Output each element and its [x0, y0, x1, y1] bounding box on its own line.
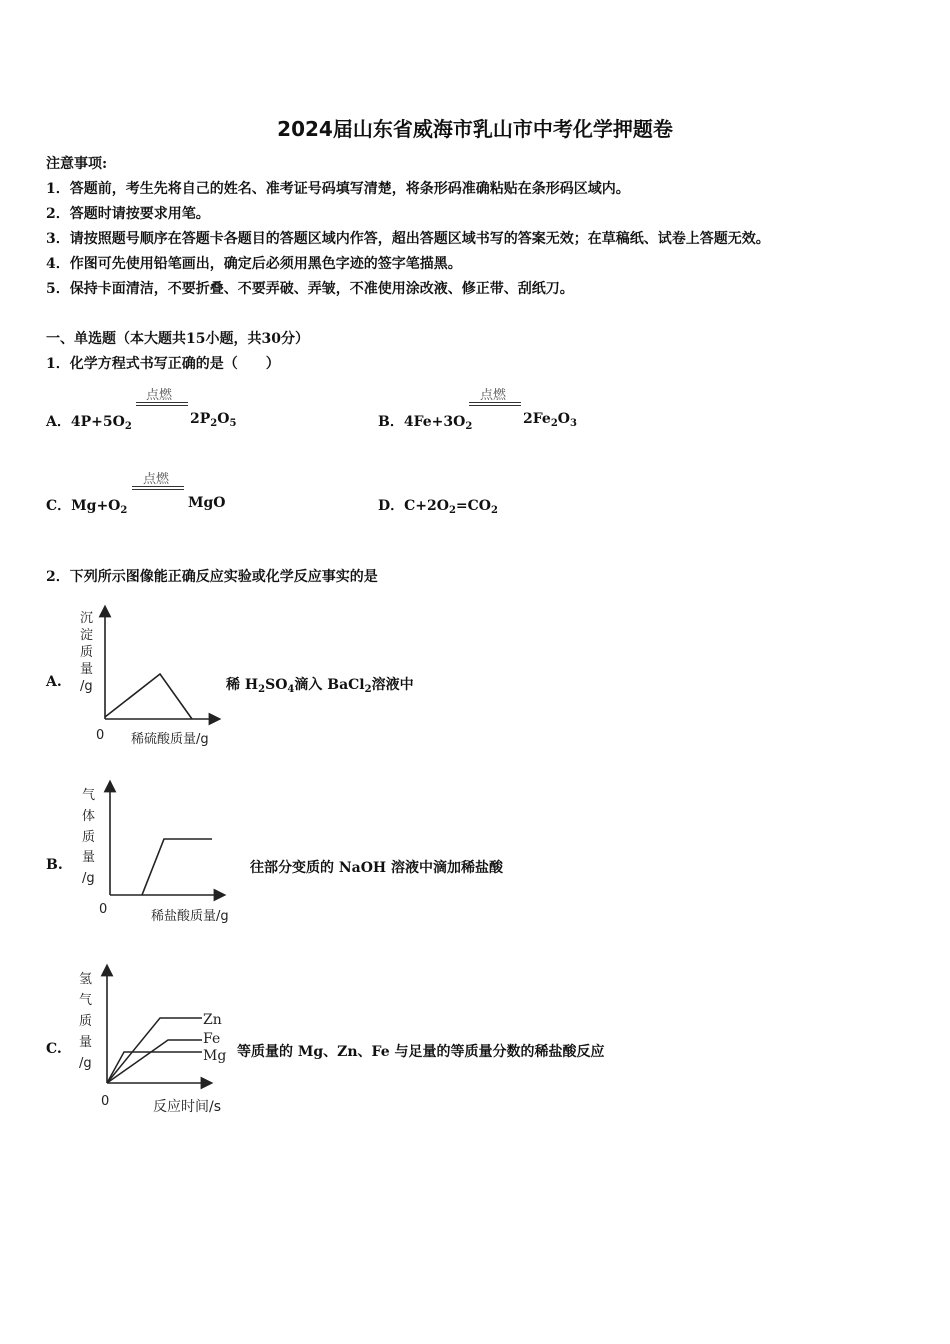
q2-graph-b [72, 778, 247, 928]
q1-b-equal-line-2 [469, 405, 521, 406]
q1-c-equal-line-1 [132, 486, 184, 487]
graph-c-curve-fe [107, 1040, 202, 1083]
q1-c-equal-line-2 [132, 489, 184, 490]
q1-option-b: B．$4Fe+3O_2$ [378, 414, 473, 432]
q1-c-product: MgO [188, 495, 226, 511]
q1-option-c: C．$Mg+O_2$ [46, 498, 128, 516]
notice-item-5: 5．保持卡面清洁，不要折叠、不要弄破、弄皱，不准使用涂改液、修正带、刮纸刀。 [46, 281, 574, 297]
graph-b-ylabel-5: /g [82, 871, 95, 886]
q1-c-condition: 点燃 [143, 472, 170, 487]
q1-a-condition: 点燃 [146, 388, 173, 403]
graph-a-ylabel-2: 淀 [80, 628, 94, 643]
graph-a-ylabel-5: /g [80, 679, 93, 694]
graph-b-origin: 0 [99, 902, 108, 917]
graph-c-ylabel-5: /g [79, 1056, 92, 1071]
q2-option-b-label: B. [46, 857, 63, 873]
q1-a-product: $2P_2O_5$ [190, 411, 237, 429]
q2-graph-c [72, 962, 237, 1117]
q2-option-a-desc: 稀 $H_2SO_4$滴入 BaCl$_2$溶液中 [226, 677, 414, 695]
graph-a-curve [105, 674, 192, 719]
question-2-stem: 2．下列所示图像能正确反应实验或化学反应事实的是 [46, 569, 378, 585]
q2-option-b-desc: 往部分变质的 NaOH 溶液中滴加稀盐酸 [250, 860, 504, 876]
graph-c-curve-mg [107, 1052, 202, 1083]
page-title: 2024届山东省威海市乳山市中考化学押题卷 [277, 117, 673, 141]
q2-option-c-desc: 等质量的 Mg、Zn、Fe 与足量的等质量分数的稀盐酸反应 [237, 1044, 605, 1060]
graph-c-label-zn: Zn [203, 1012, 222, 1028]
graph-b-ylabel-2: 体 [82, 809, 96, 824]
notice-item-1: 1．答题前，考生先将自己的姓名、准考证号码填写清楚，将条形码准确粘贴在条形码区域内。 [46, 181, 630, 197]
q1-a-equal-line-1 [136, 402, 188, 403]
graph-b-xlabel: 稀盐酸质量/g [151, 909, 229, 924]
graph-a-origin: 0 [96, 728, 105, 743]
notice-item-2: 2．答题时请按要求用笔。 [46, 206, 210, 222]
graph-c-ylabel-2: 气 [79, 993, 93, 1008]
graph-b-ylabel-3: 质 [82, 830, 96, 845]
notice-heading: 注意事项: [46, 156, 108, 172]
graph-c-label-mg: Mg [203, 1048, 227, 1064]
q2-graph-a [70, 603, 230, 748]
graph-a-ylabel-4: 量 [80, 662, 94, 677]
graph-a-xlabel: 稀硫酸质量/g [131, 732, 209, 747]
q1-option-d: D．$C+2O_2=CO_2$ [378, 498, 498, 516]
graph-c-label-fe: Fe [203, 1031, 221, 1047]
graph-a-ylabel-1: 沉 [80, 611, 94, 626]
notice-item-4: 4．作图可先使用铅笔画出，确定后必须用黑色字迹的签字笔描黑。 [46, 256, 462, 272]
q2-option-a-label: A. [46, 674, 62, 690]
q2-option-c-label: C. [46, 1041, 62, 1057]
graph-b-ylabel-4: 量 [82, 850, 96, 865]
graph-b-ylabel-1: 气 [82, 788, 96, 803]
q1-a-equal-line-2 [136, 405, 188, 406]
section-heading: 一、单选题（本大题共15小题，共30分） [46, 331, 309, 347]
notice-item-3: 3．请按照题号顺序在答题卡各题目的答题区域内作答，超出答题区域书写的答案无效；在草稿纸、试卷上答题无效。 [46, 231, 770, 247]
graph-c-origin: 0 [101, 1094, 110, 1109]
graph-c-ylabel-4: 量 [79, 1035, 93, 1050]
graph-a-ylabel-3: 质 [80, 645, 94, 660]
graph-b-curve [142, 839, 212, 895]
question-1-stem: 1．化学方程式书写正确的是（ ） [46, 356, 280, 372]
q1-b-product: $2Fe_2O_3$ [523, 411, 577, 429]
q1-b-condition: 点燃 [480, 388, 507, 403]
graph-c-ylabel-1: 氢 [79, 972, 93, 987]
graph-c-xlabel: 反应时间/s [153, 1099, 222, 1115]
q1-option-a: A．$4P+5O_2$ [46, 414, 132, 432]
graph-c-ylabel-3: 质 [79, 1014, 93, 1029]
q1-b-equal-line-1 [469, 402, 521, 403]
